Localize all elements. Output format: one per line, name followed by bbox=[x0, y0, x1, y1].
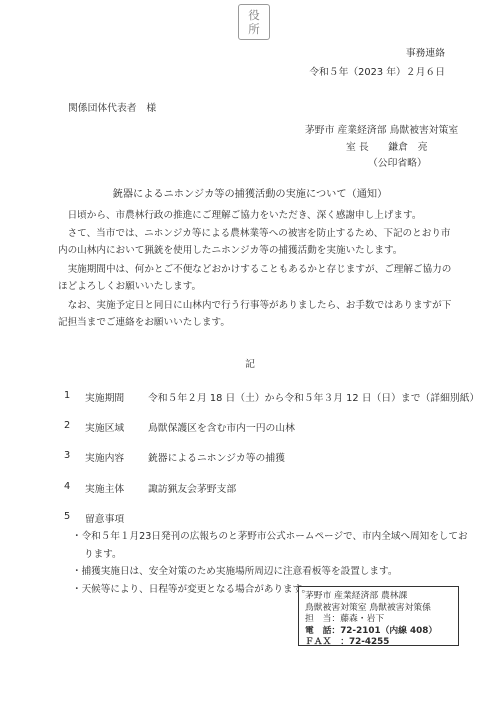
note-1: ・令和５年１月23日発刊の広報ちのと茅野市公式ホームページで、市内全域へ周知をしております。 bbox=[72, 531, 468, 560]
document-title: 銃器によるニホンジカ等の捕獲活動の実施について（通知） bbox=[112, 189, 388, 200]
item-2-value: 鳥獣保護区を含む市内一円の山林 bbox=[148, 423, 295, 434]
item-4-value: 諏訪猟友会茅野支部 bbox=[148, 484, 237, 495]
note-3: ・天候等により、日程等が変更となる場合があります。 bbox=[72, 583, 312, 595]
item-5-number: 5 bbox=[64, 511, 71, 522]
contact-dept: 茅野市 産業経済部 農林課 bbox=[305, 591, 408, 601]
item-4-label: 実施主体 bbox=[85, 484, 125, 495]
body-paragraph-3: 実施期間中は、何かとご不便などおかけすることもあるかと存じますが、ご理解ご協力のほどよろしくお願いいたします。 bbox=[58, 264, 452, 292]
note-2: ・捕獲実施日は、安全対策のため実施場所周辺に注意看板等を設置します。 bbox=[72, 566, 398, 577]
sender-head: 室 長 鎌倉 亮 bbox=[346, 142, 428, 153]
item-3-label: 実施内容 bbox=[85, 453, 125, 464]
item-2-label: 実施区域 bbox=[85, 423, 125, 434]
body-paragraph-4: なお、実施予定日と同日に山林内で行う行事等がありましたら、お手数ではありますが下記担当までご連絡をお願いいたします。 bbox=[58, 300, 452, 328]
item-3-value: 銃器によるニホンジカ等の捕獲 bbox=[148, 453, 285, 464]
item-1-number: 1 bbox=[64, 390, 71, 401]
stamp-char-2: 所 bbox=[248, 22, 260, 36]
contact-section: 鳥獣被害対策室 鳥獣被害対策係 bbox=[305, 602, 431, 613]
item-2-number: 2 bbox=[64, 420, 71, 431]
addressee: 関係団体代表者 様 bbox=[68, 103, 157, 114]
stamp-char-1: 役 bbox=[248, 8, 260, 22]
body-paragraph-1: 日頃から、市農林行政の推進にご理解ご協力をいただき、深く感謝申し上げます。 bbox=[67, 210, 422, 221]
item-1-value: 令和５年２月 18 日（土）から令和５年３月 12 日（日）まで（詳細別紙） bbox=[148, 393, 480, 404]
contact-person: 担 当：藤森・岩下 bbox=[305, 614, 385, 625]
contact-box bbox=[298, 586, 459, 646]
body-paragraph-2: さて、当市では、ニホンジカ等による農林業等への被害を防止するため、下記のとおり市内の山林内において猟銃を使用したニホンジカ等の捕獲活動を実施いたします。 bbox=[58, 228, 451, 256]
contact-fax: ＦＡＸ ：72-4255 bbox=[305, 637, 390, 648]
item-1-label: 実施期間 bbox=[85, 393, 125, 404]
ki-heading: 記 bbox=[245, 359, 255, 370]
item-4-number: 4 bbox=[64, 481, 71, 492]
item-3-number: 3 bbox=[64, 450, 71, 461]
seal-omitted: （公印省略） bbox=[368, 158, 427, 169]
office-stamp bbox=[238, 4, 270, 40]
contact-phone: 電 話：72-2101（内線 408） bbox=[305, 625, 438, 636]
doc-type: 事務連絡 bbox=[405, 48, 445, 59]
doc-date: 令和５年（2023 年）２月６日 bbox=[309, 67, 445, 78]
sender-org: 茅野市 産業経済部 鳥獣被害対策室 bbox=[305, 125, 459, 136]
item-5-label: 留意事項 bbox=[85, 514, 125, 525]
